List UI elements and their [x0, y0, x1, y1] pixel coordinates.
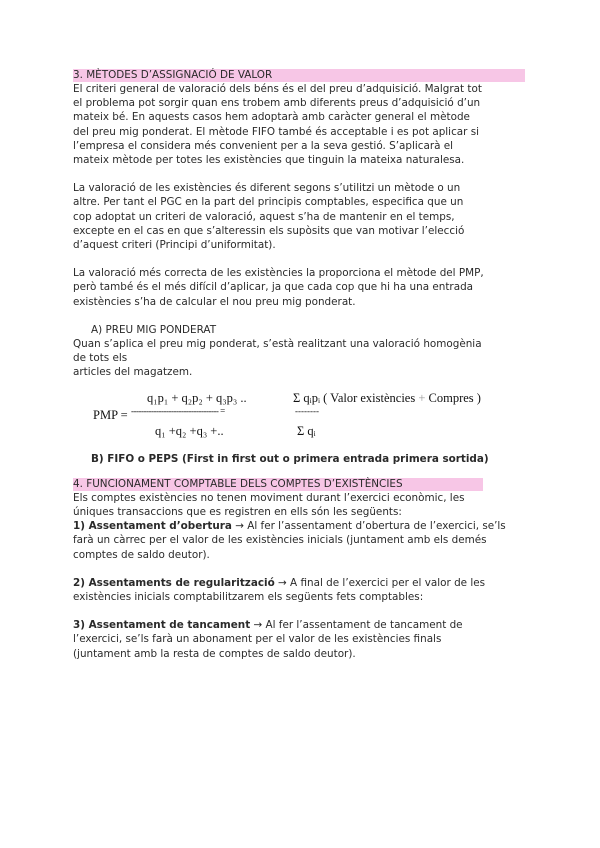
text-line: Quan s’aplica el preu mig ponderat, s’està realitzant una valoració homogènia	[73, 338, 482, 351]
section-3-heading: 3. MÈTODES D’ASSIGNACIÓ DE VALOR	[73, 69, 525, 82]
text-line: → Al fer l’assentament d’obertura de l’exercici, se’ls	[231, 520, 506, 533]
section-3-paragraph-1	[73, 82, 528, 167]
text-line: existències s’ha de calcular el nou preu mig ponderat.	[73, 295, 356, 308]
item-3-label: 3) Assentament de tancament	[73, 619, 251, 632]
section-4-intro	[73, 491, 528, 519]
text-line: → Al fer l’assentament de tancament de	[250, 619, 463, 632]
formula-lhs: PMP =	[93, 407, 128, 422]
text-line: El criteri general de valoració dels béns és el del preu d’adquisició. Malgrat tot	[73, 83, 482, 95]
text-line: excepte en el cas en que s’alteressin els supòsits que van motivar l’elecció	[73, 224, 465, 237]
item-2-label: 2) Assentaments de regularització	[73, 576, 275, 589]
text-line: del preu mig ponderat. El mètode FIFO també és acceptable i es pot aplicar si	[73, 125, 480, 138]
section-4-heading: 4. FUNCIONAMENT COMPTABLE DELS COMPTES D’EXISTÈNCIES	[73, 478, 483, 491]
text-line: altre. Per tant el PGC en la part del principis comptables, especifica que un	[73, 196, 464, 209]
subsection-b-title: B) FIFO o PEPS (First in first out o primera entrada primera sortida)	[91, 452, 489, 465]
item-1	[73, 519, 528, 562]
formula-right-suffix: Compres )	[425, 390, 481, 405]
text-line: Els comptes existències no tenen moviment durant l’exercici econòmic, les	[73, 491, 465, 504]
section-3-paragraph-3	[73, 266, 528, 309]
text-line: el problema pot sorgir quan ens trobem amb diferents preus d’adquisició d’un	[73, 97, 481, 110]
document-page	[73, 69, 528, 661]
text-line: comptes de saldo deutor).	[73, 548, 210, 561]
item-2	[73, 576, 528, 604]
formula-plus: +	[418, 390, 426, 405]
text-line: de tots els	[73, 352, 128, 365]
text-line: existències inicials comptabilitzarem els següents fets comptables:	[73, 591, 424, 604]
text-line: l’exercici, se’ls farà un abonament per el valor de les existències finals	[73, 633, 442, 646]
item-3	[73, 618, 528, 661]
formula-right-prefix: Σ qᵢpᵢ ( Valor existències	[293, 390, 419, 405]
text-line: però també és el més difícil d’aplicar, ja que cada cop que hi ha una entrada	[73, 281, 474, 294]
formula-right-dashes: --------	[295, 405, 319, 416]
text-line: mateix bé. En aquests casos hem adoptarà amb caràcter general el mètode	[73, 111, 470, 124]
text-line: mateix mètode per totes les existències que tinguin la mateixa naturalesa.	[73, 154, 465, 167]
text-line: (juntament amb la resta de comptes de saldo deutor).	[73, 647, 356, 660]
formula-numerator: q₁p₁ + q₂p₂ + q₃p₃ ..	[147, 390, 247, 405]
text-line: La valoració més correcta de les existències la proporciona el mètode del PMP,	[73, 267, 484, 280]
item-1-label: 1) Assentament d’obertura	[73, 520, 232, 533]
section-3-paragraph-2	[73, 181, 528, 252]
text-line: articles del magatzem.	[73, 366, 193, 379]
text-line: l’empresa el considera més convenient per a la seva gestió. S’aplicarà el	[73, 139, 454, 152]
text-line: cop adoptat un criteri de valoració, aquest s’ha de mantenir en el temps,	[73, 210, 455, 223]
formula-right-numerator	[293, 391, 481, 406]
text-line: úniques transaccions que es registren en ells són les següents:	[73, 506, 402, 519]
subsection-a-title: A) PREU MIG PONDERAT	[91, 323, 217, 336]
formula-dashes: ----------------------------------- =	[131, 405, 225, 416]
formula-right-denominator: Σ qᵢ	[297, 423, 316, 438]
pmp-formula	[73, 388, 528, 446]
text-line: La valoració de les existències és diferent segons s’utilitzi un mètode o un	[73, 182, 461, 195]
formula-denominator: q₁ +q₂ +q₃ +..	[155, 423, 224, 438]
text-line: → A final de l’exercici per el valor de les	[274, 576, 486, 589]
text-line: farà un càrrec per el valor de les existències inicials (juntament amb els demés	[73, 534, 487, 547]
subsection-a-text	[73, 337, 528, 380]
text-line: d’aquest criteri (Principi d’uniformitat).	[73, 239, 276, 252]
